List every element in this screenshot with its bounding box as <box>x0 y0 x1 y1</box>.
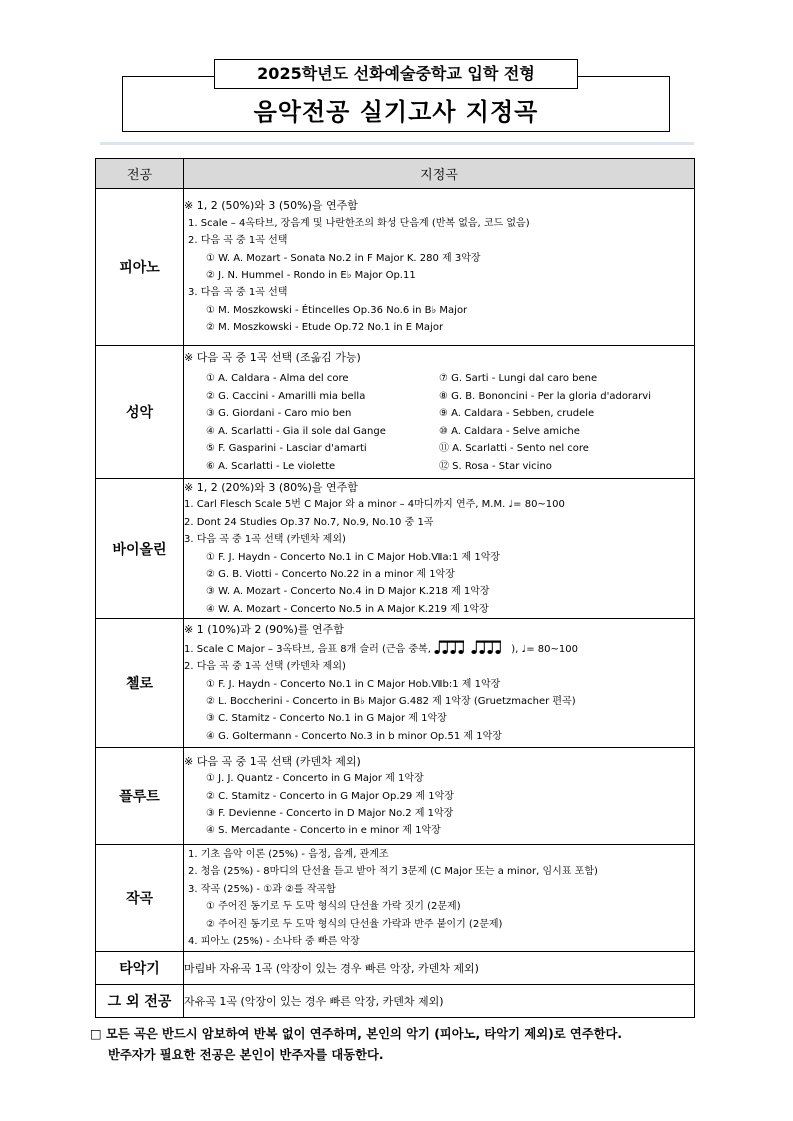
table-row <box>96 619 695 748</box>
violin-line: 3. 다음 곡 중 1곡 선택 (카덴차 제외) <box>184 534 346 546</box>
piano-line: ① M. Moszkowski - Étincelles Op.36 No.6 in B♭ Major <box>206 304 468 316</box>
voice-columns <box>184 370 694 474</box>
piano-line: ① W. A. Mozart - Sonata No.2 in F Major K. 280 제 3악장 <box>206 252 481 264</box>
flute-line: ① J. J. Quantz - Concerto in G Major 제 1악장 <box>206 773 424 785</box>
voice-item: ⑩ A. Caldara - Selve amiche <box>439 425 580 437</box>
footer-notes <box>90 1024 710 1066</box>
footer-line: 반주자가 필요한 전공은 본인이 반주자를 대동한다. <box>108 1048 384 1062</box>
voice-item: ⑦ G. Sarti - Lungi dal caro bene <box>439 373 598 385</box>
flute-line: ③ F. Devienne - Concerto in D Major No.2 제 1악장 <box>206 807 454 819</box>
composition-line: 3. 작곡 (25%) - ①과 ②를 작곡함 <box>188 883 336 895</box>
table-row <box>96 952 695 985</box>
cello-line: ② L. Boccherini - Concerto in B♭ Major G.482 제 1악장 (Gruetzmacher 편곡) <box>206 695 576 707</box>
violin-line: ③ W. A. Mozart - Concerto No.4 in D Major K.218 제 1악장 <box>206 586 490 598</box>
piano-line: 2. 다음 곡 중 1곡 선택 <box>188 235 288 247</box>
table-row <box>96 479 695 619</box>
composition-line: 4. 피아노 (25%) - 소나타 중 빠른 악장 <box>188 936 360 948</box>
pieces-piano <box>184 189 695 346</box>
flute-line: ② C. Stamitz - Concerto in G Major Op.29 제 1악장 <box>206 790 454 802</box>
major-voice: 성악 <box>96 346 184 479</box>
voice-item: ⑤ F. Gasparini - Lasciar d'amarti <box>206 443 367 455</box>
cello-line: ③ C. Stamitz - Concerto No.1 in G Major 제 1악장 <box>206 713 447 725</box>
pieces-flute <box>184 748 695 845</box>
table-row <box>96 189 695 346</box>
table-header-row <box>96 159 695 189</box>
eighth-notes-icon <box>434 639 508 655</box>
voice-item: ⑨ A. Caldara - Sebben, crudele <box>439 408 595 420</box>
voice-right-col <box>439 370 694 474</box>
pieces-cello <box>184 619 695 748</box>
cello-line: 2. 다음 곡 중 1곡 선택 (카덴차 제외) <box>184 661 346 673</box>
cello-tempo-text: ), ♩= 80~100 <box>511 643 578 655</box>
flute-note: ※ 다음 곡 중 1곡 선택 (카덴차 제외) <box>184 754 361 768</box>
cello-line: ④ G. Goltermann - Concerto No.3 in b minor Op.51 제 1악장 <box>206 730 502 742</box>
piano-line: 1. Scale – 4옥타브, 장음계 및 나란한조의 화성 단음계 (반복 없음, 코드 없음) <box>188 217 530 229</box>
table-row <box>96 748 695 845</box>
voice-note: ※ 다음 곡 중 1곡 선택 (조옮김 가능) <box>184 351 361 365</box>
voice-item: ⑧ G. B. Bononcini - Per la gloria d'adorarvi <box>439 390 651 402</box>
major-violin: 바이올린 <box>96 479 184 619</box>
voice-item: ① A. Caldara - Alma del core <box>206 373 349 385</box>
major-flute: 플루트 <box>96 748 184 845</box>
composition-line: 1. 기초 음악 이론 (25%) - 음정, 음계, 관계조 <box>188 849 389 861</box>
header-pieces: 지정곡 <box>184 159 695 189</box>
flute-line: ④ S. Mercadante - Concerto in e minor 제 1악장 <box>206 825 441 837</box>
voice-item: ⑪ A. Scarlatti - Sento nel core <box>439 443 589 455</box>
major-others: 그 외 전공 <box>96 985 184 1018</box>
major-percussion: 타악기 <box>96 952 184 985</box>
cello-scale-text: 1. Scale C Major – 3옥타브, 음표 8개 슬러 (근음 중복, <box>184 643 431 655</box>
pieces-others: 자유곡 1곡 (악장이 있는 경우 빠른 악장, 카덴차 제외) <box>184 985 695 1018</box>
piano-line: 3. 다음 곡 중 1곡 선택 <box>188 287 288 299</box>
violin-line: ④ W. A. Mozart - Concerto No.5 in A Major K.219 제 1악장 <box>206 603 489 615</box>
composition-line: 2. 청음 (25%) - 8마디의 단선율 듣고 받아 적기 3문제 (C Major 또는 a minor, 임시표 포함) <box>188 866 598 878</box>
cello-line: ① F. J. Haydn - Concerto No.1 in C Major Hob.Ⅶb:1 제 1악장 <box>206 678 501 690</box>
pieces-composition <box>184 845 695 952</box>
piano-note: ※ 1, 2 (50%)와 3 (50%)을 연주함 <box>184 199 358 213</box>
composition-line: ② 주어진 동기로 두 도막 형식의 단선율 가락과 반주 붙이기 (2문제) <box>206 918 503 930</box>
pieces-violin <box>184 479 695 619</box>
voice-item: ⑫ S. Rosa - Star vicino <box>439 460 552 472</box>
major-cello: 첼로 <box>96 619 184 748</box>
repertoire-table <box>95 158 695 1018</box>
pieces-voice <box>184 346 695 479</box>
title-divider <box>100 142 694 145</box>
major-composition: 작곡 <box>96 845 184 952</box>
cello-note: ※ 1 (10%)과 2 (90%)를 연주함 <box>184 623 344 637</box>
footer-line: □ 모든 곡은 반드시 암보하여 반복 없이 연주하며, 본인의 악기 (피아노, 타악기 제외)로 연주한다. <box>90 1027 623 1041</box>
voice-item: ② G. Caccini - Amarilli mia bella <box>206 390 366 402</box>
voice-item: ④ A. Scarlatti - Gia il sole dal Gange <box>206 425 386 437</box>
header-subtitle: 2025학년도 선화예술중학교 입학 전형 <box>214 59 578 89</box>
composition-line: ① 주어진 동기로 두 도막 형식의 단선율 가락 짓기 (2문제) <box>206 901 461 913</box>
table-row <box>96 985 695 1018</box>
pieces-percussion: 마림바 자유곡 1곡 (악장이 있는 경우 빠른 악장, 카덴차 제외) <box>184 952 695 985</box>
page-title: 음악전공 실기고사 지정곡 <box>253 98 539 126</box>
piano-line: ② J. N. Hummel - Rondo in E♭ Major Op.11 <box>206 270 416 281</box>
violin-line: 2. Dont 24 Studies Op.37 No.7, No.9, No.10 중 1곡 <box>184 516 434 528</box>
cello-scale-line <box>184 639 694 658</box>
violin-note: ※ 1, 2 (20%)와 3 (80%)을 연주함 <box>184 481 358 494</box>
voice-item: ⑥ A. Scarlatti - Le violette <box>206 460 336 472</box>
violin-line: ② G. B. Viotti - Concerto No.22 in a minor 제 1악장 <box>206 569 455 581</box>
piano-line: ② M. Moszkowski - Etude Op.72 No.1 in E Major <box>206 322 444 334</box>
major-piano: 피아노 <box>96 189 184 346</box>
header-major: 전공 <box>96 159 184 189</box>
violin-line: 1. Carl Flesch Scale 5번 C Major 와 a minor – 4마디까지 연주, M.M. ♩= 80~100 <box>184 499 565 511</box>
violin-line: ① F. J. Haydn - Concerto No.1 in C Major Hob.Ⅶa:1 제 1악장 <box>206 551 501 563</box>
voice-item: ③ G. Giordani - Caro mio ben <box>206 408 352 420</box>
table-row <box>96 845 695 952</box>
table-row <box>96 346 695 479</box>
voice-left-col <box>184 370 439 474</box>
